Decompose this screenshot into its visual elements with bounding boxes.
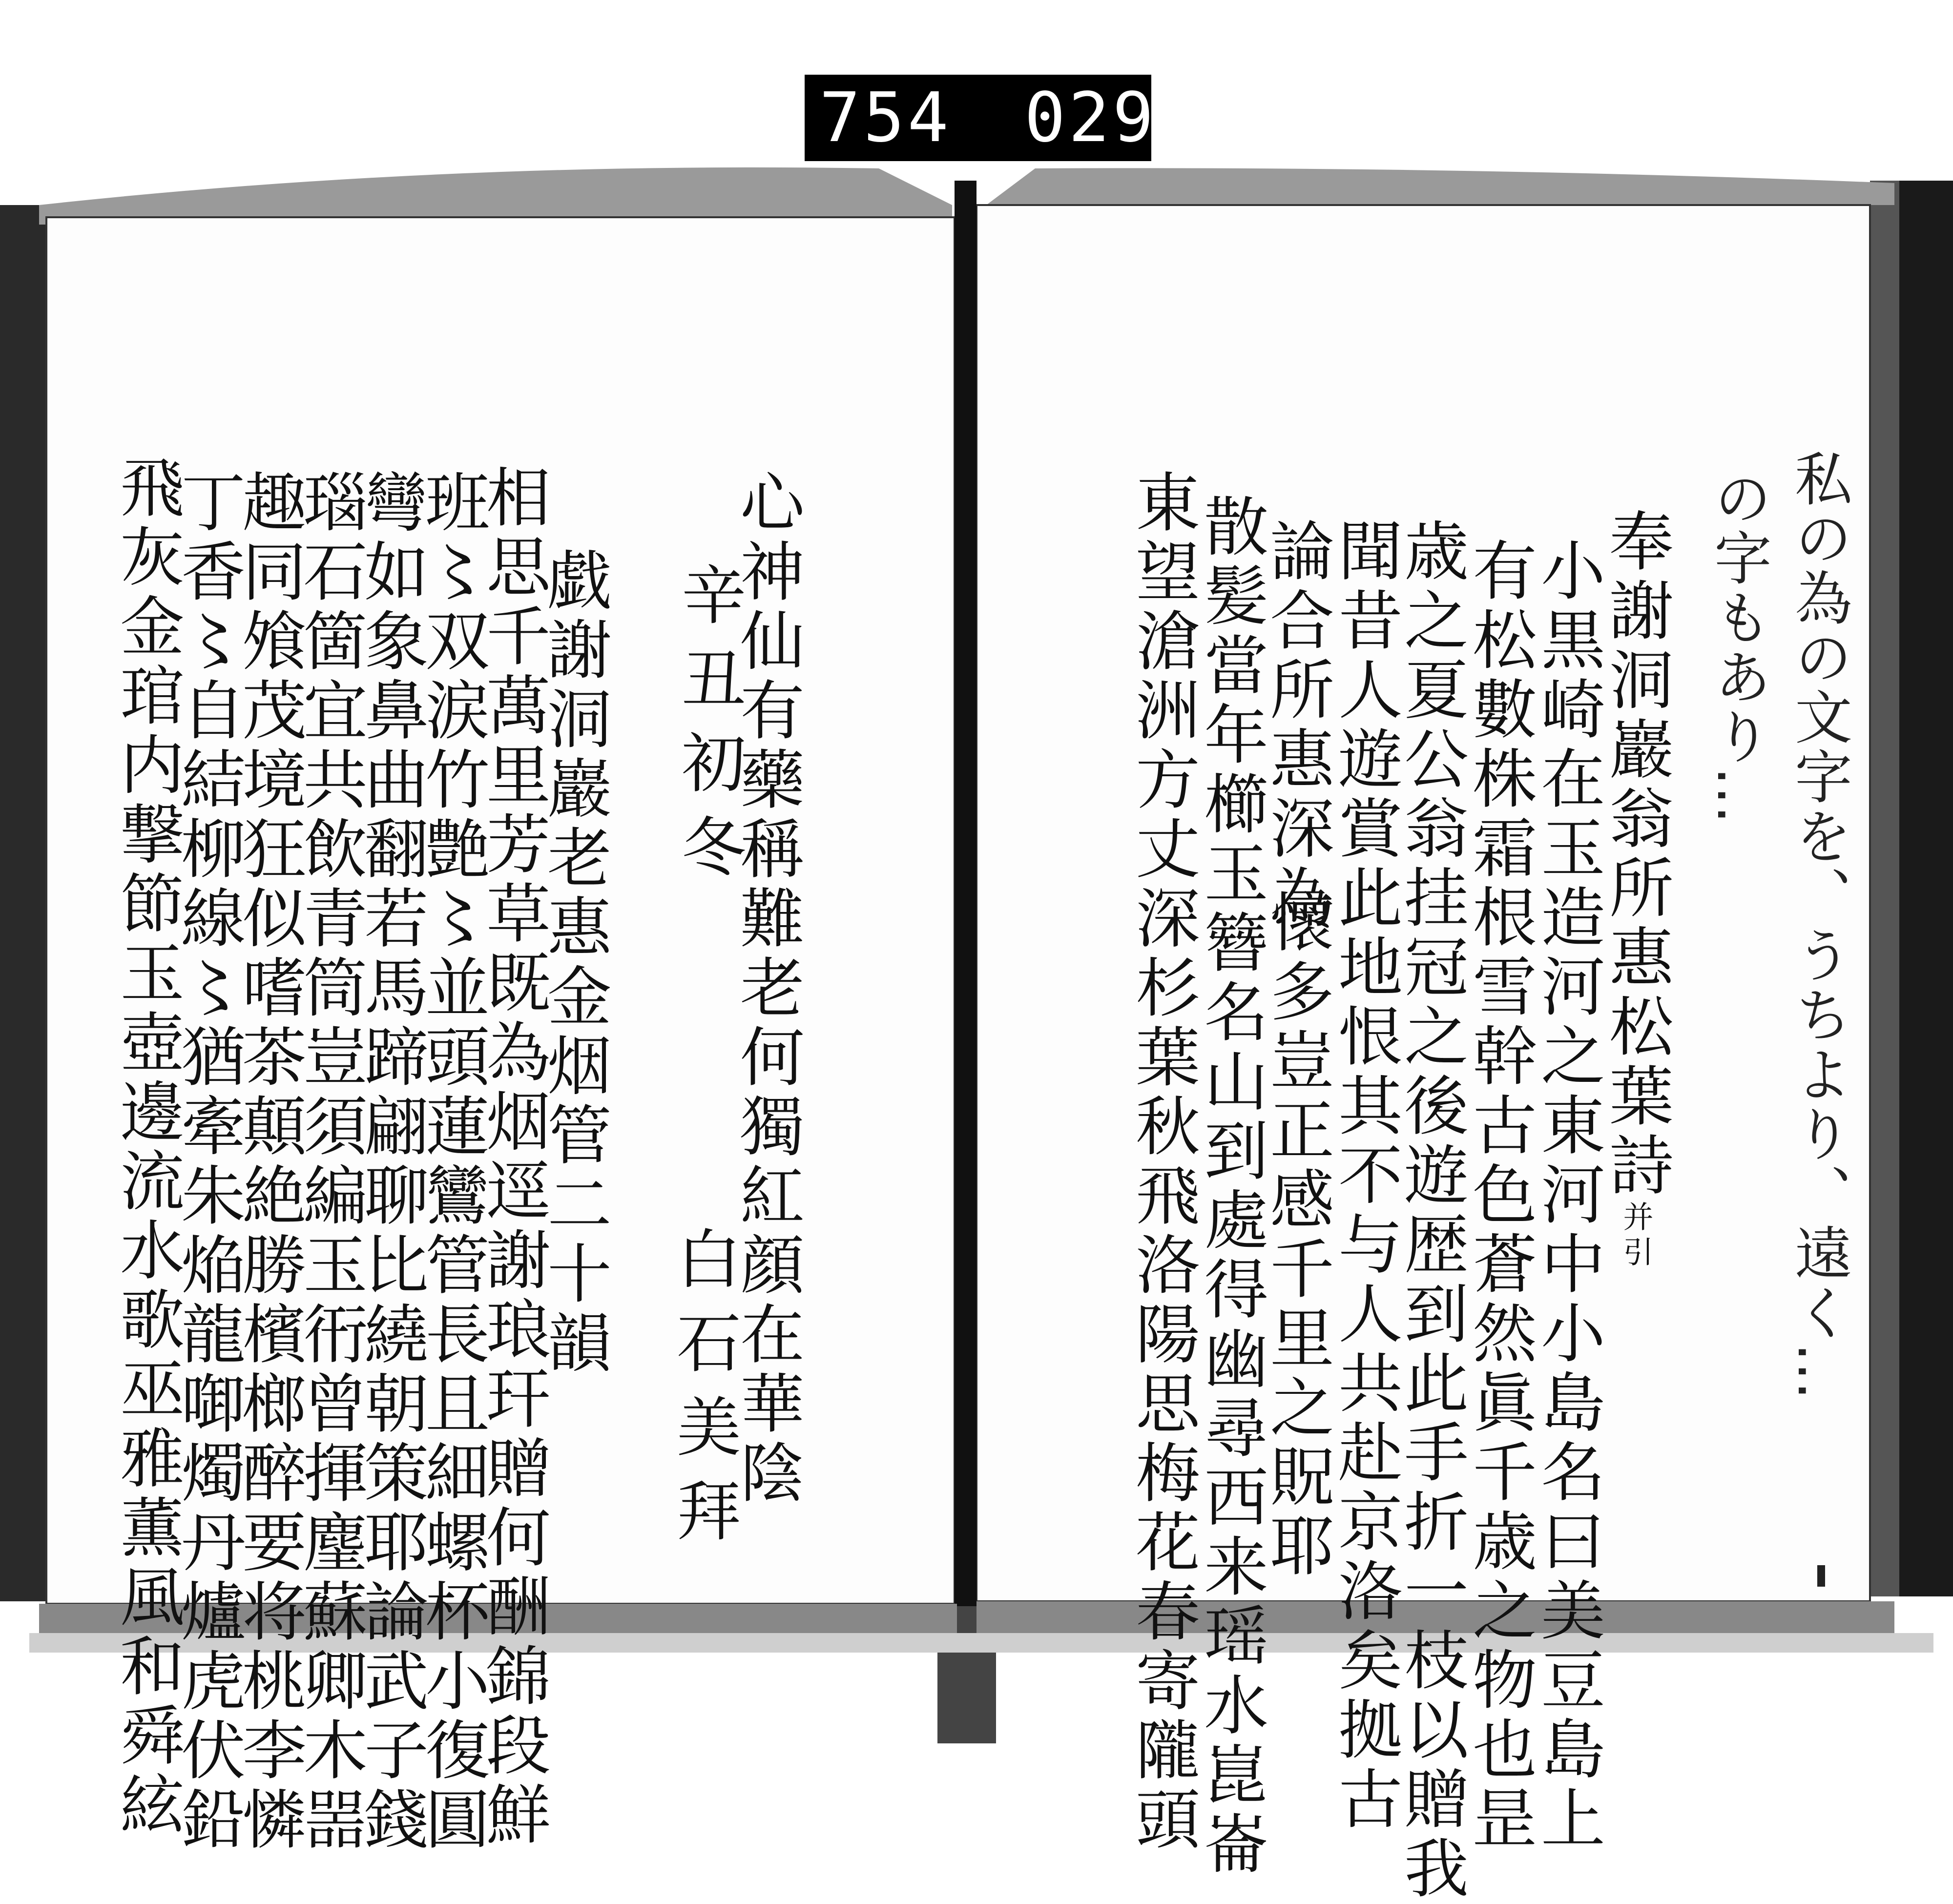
volume-number: 754 (819, 78, 952, 158)
right-body-line-5: 論合所惠深為 (1259, 517, 1334, 933)
right-body-line-7: 東望滄洲方丈深杉葉秋飛洛陽思梅花春寄隴頭 (1124, 469, 1200, 1855)
right-body-inline: 懷多豈正感千里之貺耶 (1259, 889, 1334, 1582)
left-body-line-7: 飛灰金琯内撃節玉壺邊流水歌巫雅薫風和舜絃 (109, 454, 184, 1841)
cursive-line-2: の字もあり… (1704, 469, 1772, 826)
left-body-line-3: 彎如象鼻曲翻若馬蹄翩聊比繞朝策耶論武子錢 (353, 469, 428, 1855)
left-top-edge (39, 167, 952, 225)
page-edge-mark (1817, 1565, 1825, 1587)
gutter (955, 181, 976, 1743)
left-signature: 白石美拜 (665, 1225, 741, 1561)
cursive-line-1: 私の為の文字を、うちより、遠く… (1785, 449, 1852, 1402)
left-body-line-6: 丁香〻自結柳線〻猶牽朱焔龍啣燭丹爐虎伏鉛 (170, 469, 245, 1855)
right-top-edge (986, 168, 1894, 205)
right-body-line-3: 歳之夏公翁挂冠之後遊歴到此手折一枝以贈我 (1393, 517, 1468, 1904)
right-body-line-4: 聞昔人遊賞此地恨其不与人共赴京洛矣拠古 (1327, 517, 1402, 1835)
right-title-note: 并引 (1618, 1201, 1654, 1271)
left-body-line-5: 趣同飧茂境狂似嗜茶顛絶勝檳榔醉要将桃李憐 (231, 469, 306, 1855)
left-cover-edge (0, 205, 46, 1601)
left-body-line-4: 瑙石箇宜共飲青筒豈須編玉衎曾揮麈蘇卿木噐 (292, 469, 367, 1855)
catalogue-label (805, 75, 1157, 161)
right-title-text: 奉謝洞巖翁所惠松葉詩 (1598, 508, 1673, 1201)
right-body-line-2: 有松數株霜根雪幹古色蒼然眞千歳之物也昰 (1461, 537, 1537, 1854)
left-body-line-1: 相思千萬里芳草既為烟逕謝琅玕贈何酬錦段鮮 (475, 464, 550, 1850)
frame-number: 029 (1024, 78, 1157, 158)
left-body-line-2: 班〻双涙竹艶〻並頭蓮鸞管長且細螺杯小復圓 (414, 469, 489, 1855)
right-cover-edge (1899, 181, 1953, 1596)
left-poem-title: 戯謝洞巖老惠金烟管二十韻 (536, 547, 611, 1379)
left-date: 辛丑初冬 (670, 561, 746, 897)
left-poem-ending: 心神仙有藥稱難老何獨紅顔在華陰 (729, 469, 804, 1509)
right-body-line-6: 散髪當年櫛玉簪名山到處得幽尋西来瑶水崑崙 (1193, 493, 1268, 1880)
right-body-line-1: 小黒崎在玉造河之東河中小島名曰美豆島上 (1530, 537, 1605, 1854)
right-spine-strip (1870, 181, 1899, 1596)
